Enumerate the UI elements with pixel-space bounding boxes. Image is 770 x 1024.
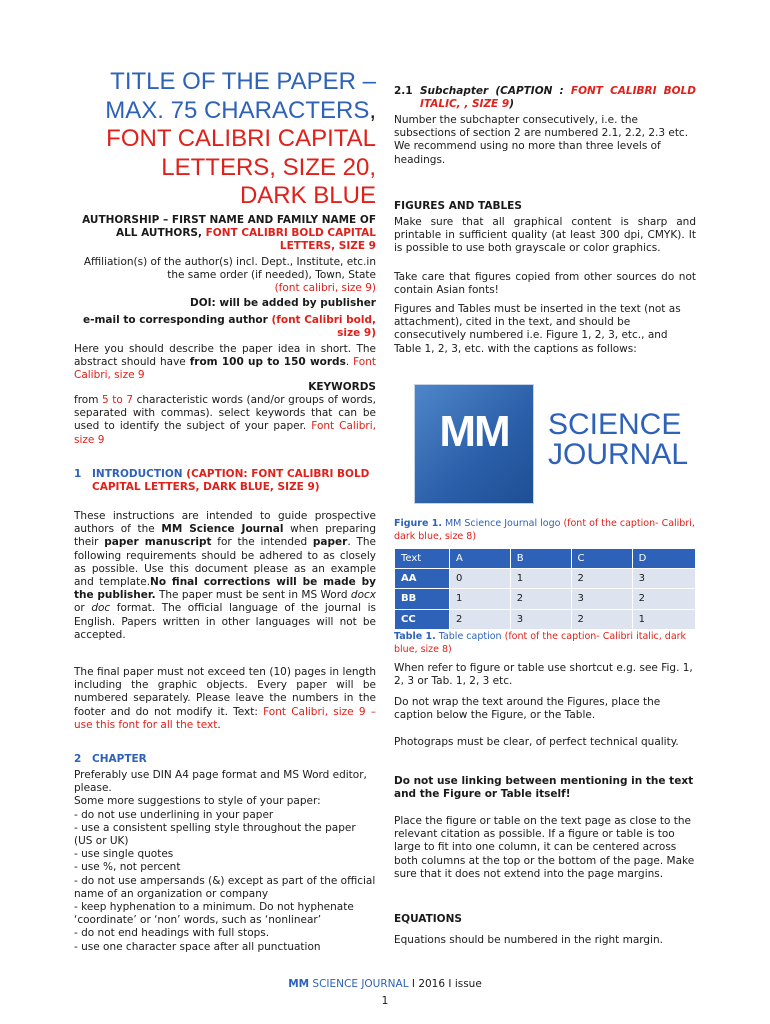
refer-paragraph-2: Do not wrap the text around the Figures, place the caption below the Figure, or the Table. bbox=[394, 696, 661, 722]
s1-paper: paper bbox=[312, 536, 348, 549]
s2-line: - do not end headings with full stops. bbox=[74, 927, 270, 940]
s2-line: - use a consistent spelling style throughout the paper (US or UK) bbox=[74, 821, 356, 848]
s1-text-d: . The following requirements should be adhered to as closely as possible. Use this document please as an example and template. bbox=[74, 536, 376, 589]
table-caption bbox=[394, 631, 696, 656]
subchapter-body: Number the subchapter consecutively, i.e. the subsections of section 2 are numbered 2.1, 2.2, 2.3 etc. We recommend using no more than three levels of headings. bbox=[394, 114, 689, 166]
table-caption-note: (font of the caption- Calibri italic, dark blue, size 8) bbox=[394, 631, 687, 655]
table-cell: 2 bbox=[450, 609, 511, 629]
section-2-title: CHAPTER bbox=[92, 753, 147, 765]
section-1-paren-open: ( bbox=[186, 468, 192, 480]
title-line-2-comma: , bbox=[369, 96, 376, 124]
email-text: e-mail to corresponding author bbox=[83, 314, 272, 326]
refer-paragraph-5: Place the figure or table on the text page as close to the relevant citation as possible. If a figure or table is too large to fit into one column, it can be centered across both columns at the top or the bottom of the page. Make sure that it does not extend into the page margins. bbox=[394, 815, 695, 880]
s2-line: - use single quotes bbox=[74, 848, 174, 861]
table-cell: CC bbox=[395, 609, 450, 629]
s1-or: or bbox=[74, 602, 92, 615]
mm-logo-mark bbox=[415, 385, 533, 503]
s2-line: - do not use ampersands (&) except as part of the official name of an organization or company bbox=[74, 874, 376, 900]
figure-caption-note: (font of the caption- Calibri, dark blue, size 8) bbox=[394, 518, 695, 542]
section-1-caption-note: CAPTION: FONT CALIBRI BOLD CAPITAL LETTERS, DARK BLUE, SIZE 9 bbox=[92, 468, 370, 494]
subchapter-heading bbox=[394, 85, 696, 111]
figures-paragraph-1: Make sure that all graphical content is sharp and printable in sufficient quality (at least 300 dpi, CMYK). It is possible to use both grayscale or color graphics. bbox=[394, 216, 696, 255]
section-1-number: 1 bbox=[74, 468, 82, 480]
table-caption-label: Table 1. bbox=[394, 631, 436, 642]
table-row bbox=[395, 589, 696, 609]
subchapter-number: 2.1 bbox=[394, 85, 413, 97]
s2-line: - do not use underlining in your paper bbox=[74, 808, 274, 821]
logo-line-science: SCIENCE bbox=[548, 408, 682, 441]
table-header-cell: B bbox=[510, 549, 571, 569]
figure-caption bbox=[394, 518, 696, 543]
affiliation-text: Affiliation(s) of the author(s) incl. Dept., Institute, etc.in the same order (if needed), Town, State bbox=[83, 256, 376, 282]
table-row bbox=[395, 569, 696, 589]
abstract-text: Here you should describe the paper idea in short. The abstract should have bbox=[74, 343, 376, 369]
equations-heading: EQUATIONS bbox=[394, 913, 462, 925]
subchapter-close: ) bbox=[509, 98, 515, 111]
table-cell: 3 bbox=[510, 609, 571, 629]
section-1-paragraph-2 bbox=[74, 666, 376, 732]
title-line-5: DARK BLUE bbox=[239, 182, 376, 209]
equations-body: Equations should be numbered in the right margin. bbox=[394, 934, 663, 946]
section-2-number: 2 bbox=[74, 753, 82, 765]
figure-caption-text: MM Science Journal logo bbox=[441, 518, 564, 529]
table-cell: 3 bbox=[632, 569, 695, 589]
keywords-text-2: characteristic words (and/or groups of words, separated with commas). select keywords that can be used to identify the subject of your paper. bbox=[74, 394, 376, 433]
s2-line: Preferably use DIN A4 page format and MS Word editor, please. bbox=[74, 769, 367, 795]
s1-journal: MM Science Journal bbox=[161, 523, 284, 536]
section-1-paragraph-1 bbox=[74, 510, 376, 642]
s1-p2-note: Font Calibri, size 9 – use this font for all the text bbox=[74, 705, 376, 731]
authorship-text: AUTHORSHIP – FIRST NAME AND FAMILY NAME OF ALL AUTHORS, bbox=[82, 214, 376, 240]
s1-text-b: when preparing their bbox=[74, 523, 376, 549]
keywords-body bbox=[74, 394, 376, 447]
s1-text-c: for the intended bbox=[211, 536, 313, 549]
authorship-note: FONT CALIBRI BOLD CAPITAL LETTERS, SIZE 9 bbox=[205, 227, 376, 253]
section-1-paren-close: ) bbox=[314, 481, 320, 494]
subchapter-note: FONT CALIBRI BOLD ITALIC, , SIZE 9 bbox=[420, 85, 696, 111]
s1-p2-text: The final paper must not exceed ten (10) pages in length including the graphic objects. Every paper will be numbered separately. Please leave the numbers in the footer and do not modify it. Text: bbox=[74, 666, 376, 718]
s1-no-corrections: No final corrections will be made by the publisher. bbox=[74, 576, 377, 602]
refer-paragraph-3: Photograps must be clear, of perfect technical quality. bbox=[394, 736, 679, 748]
keywords-heading: KEYWORDS bbox=[308, 381, 376, 393]
page-number: 1 bbox=[381, 995, 389, 1007]
section-2-body bbox=[74, 769, 376, 954]
table-header-cell: Text bbox=[395, 549, 450, 569]
s2-line: Some more suggestions to style of your paper: bbox=[74, 795, 321, 808]
figure-caption-label: Figure 1. bbox=[394, 518, 442, 529]
footer-mm: MM bbox=[288, 978, 310, 990]
authorship bbox=[74, 214, 376, 254]
table-cell: 3 bbox=[571, 589, 632, 609]
table-cell: 2 bbox=[571, 609, 632, 629]
logo-mm-text: MM bbox=[439, 407, 509, 456]
table-caption-text: Table caption bbox=[435, 631, 505, 642]
table-cell: 0 bbox=[450, 569, 511, 589]
email-line bbox=[74, 314, 376, 340]
s1-text-e: The paper must be sent in MS Word bbox=[155, 589, 351, 602]
keywords-text-1: from bbox=[74, 394, 102, 406]
s1-p2-end: . bbox=[217, 718, 221, 731]
table-cell: 2 bbox=[571, 569, 632, 589]
affiliation bbox=[74, 256, 376, 296]
footer-journal: SCIENCE JOURNAL bbox=[309, 978, 409, 990]
table-cell: BB bbox=[395, 589, 450, 609]
abstract bbox=[74, 343, 376, 383]
logo-wordmark bbox=[548, 410, 688, 470]
figures-paragraph-3: Figures and Tables must be inserted in the text (not as attachment), cited in the text, and should be consecutively numbered i.e. Figure 1, 2, 3, etc., and Table 1, 2, 3, etc. with the captions as follows: bbox=[394, 303, 681, 355]
title-line-3: FONT CALIBRI CAPITAL bbox=[106, 125, 376, 152]
table-header-cell: A bbox=[450, 549, 511, 569]
s1-docx: docx bbox=[350, 589, 376, 602]
logo-line-journal: JOURNAL bbox=[548, 438, 689, 471]
s1-manuscript: paper manuscript bbox=[104, 536, 212, 549]
section-1-heading bbox=[74, 468, 376, 494]
table-header-row bbox=[395, 549, 696, 569]
table-cell: 1 bbox=[450, 589, 511, 609]
abstract-word-count: from 100 up to 150 words bbox=[189, 356, 346, 369]
paper-title bbox=[60, 68, 376, 211]
s2-line: - use one character space after all punctuation bbox=[74, 940, 321, 953]
table-header-cell: D bbox=[632, 549, 695, 569]
table-cell: 2 bbox=[510, 589, 571, 609]
keywords-range: 5 to 7 bbox=[102, 394, 134, 406]
affiliation-note: (font calibri, size 9) bbox=[274, 282, 376, 295]
section-1-title: INTRODUCTION bbox=[92, 468, 187, 480]
footer-issue: I 2016 I issue bbox=[408, 978, 482, 990]
table-cell: AA bbox=[395, 569, 450, 589]
title-line-2: MAX. 75 CHARACTERS bbox=[105, 96, 370, 124]
s1-text-f: format. The official language of the journal is English. Papers written in other languages will not be accepted. bbox=[74, 602, 376, 641]
figures-paragraph-2: Take care that figures copied from other sources do not contain Asian fonts! bbox=[394, 271, 696, 297]
table-cell: 1 bbox=[510, 569, 571, 589]
figures-heading: FIGURES AND TABLES bbox=[394, 200, 522, 212]
subchapter-title: Subchapter (CAPTION : bbox=[420, 85, 571, 97]
email-note: (font Calibri bold, size 9) bbox=[271, 314, 376, 340]
refer-paragraph-4: Do not use linking between mentioning in the text and the Figure or Table itself! bbox=[394, 775, 694, 801]
s2-line: - keep hyphenation to a minimum. Do not hyphenate ‘coordinate’ or ‘non’ words, such as ‘nonlinear’ bbox=[74, 901, 354, 927]
s1-text-a: These instructions are intended to guide prospective authors of the bbox=[74, 510, 376, 536]
table-cell: 2 bbox=[632, 589, 695, 609]
table-header-cell: C bbox=[571, 549, 632, 569]
abstract-period: . bbox=[345, 356, 354, 369]
table-cell: 1 bbox=[632, 609, 695, 629]
s2-line: - use %, not percent bbox=[74, 861, 181, 874]
table-row bbox=[395, 609, 696, 629]
data-table-wrapper bbox=[394, 548, 696, 630]
section-2-heading bbox=[74, 753, 376, 766]
title-line-1: TITLE OF THE PAPER – bbox=[110, 68, 376, 95]
keywords-note: Font Calibri, size 9 bbox=[74, 420, 376, 446]
doi-line: DOI: will be added by publisher bbox=[189, 297, 376, 309]
page-footer bbox=[0, 978, 770, 1007]
title-line-4: LETTERS, SIZE 20, bbox=[161, 153, 376, 181]
s1-doc: doc bbox=[91, 602, 111, 615]
abstract-note: Font Calibri, size 9 bbox=[74, 356, 376, 382]
data-table bbox=[394, 548, 696, 630]
refer-paragraph-1: When refer to figure or table use shortcut e.g. see Fig. 1, 2, 3 or Tab. 1, 2, 3 etc. bbox=[394, 662, 693, 688]
